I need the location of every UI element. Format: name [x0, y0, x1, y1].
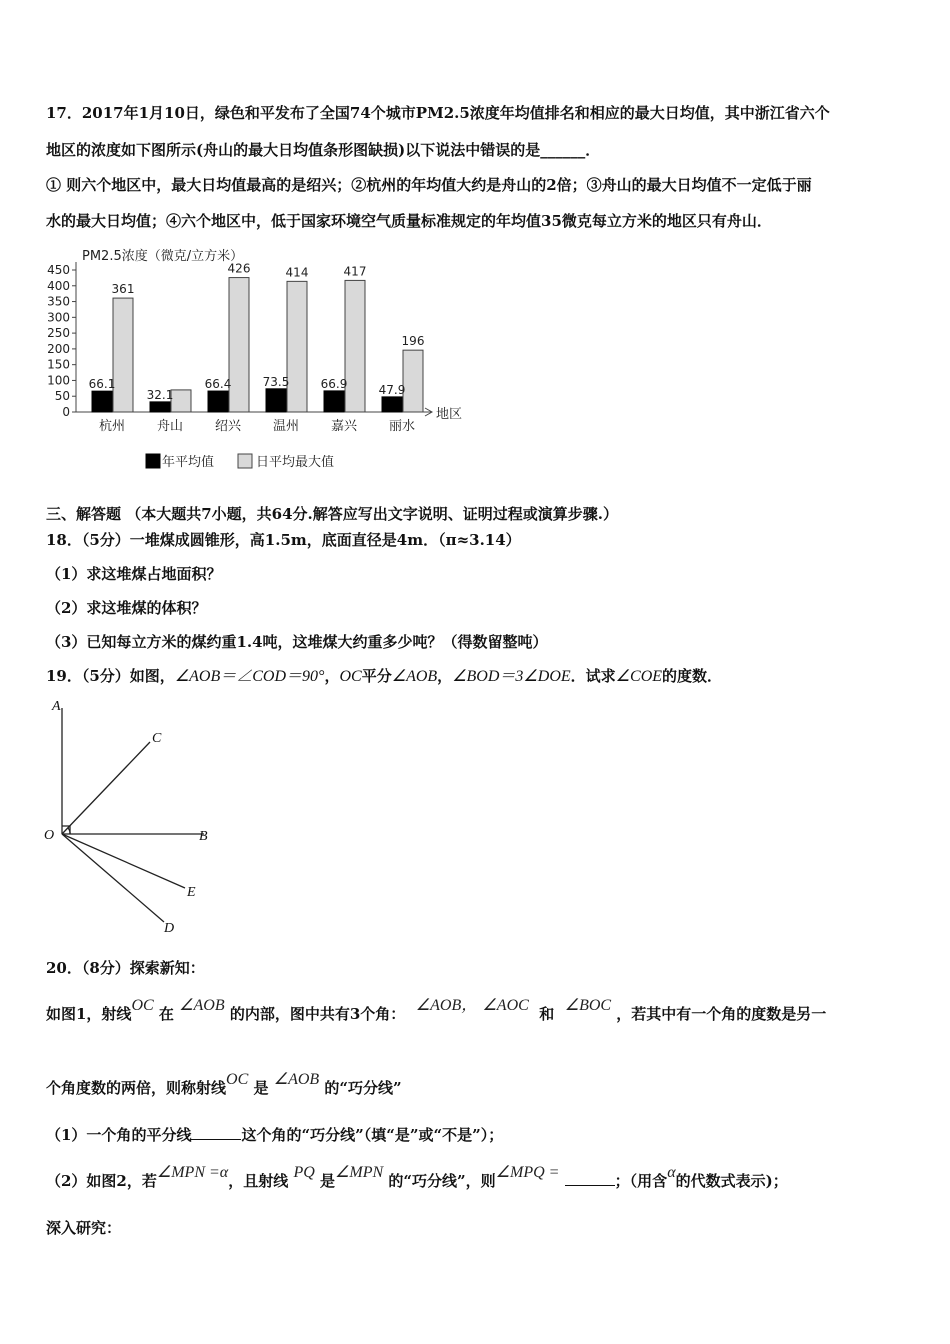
q20-l1-text-e: ，若其中有一个角的度数是另一 [616, 1005, 827, 1023]
bar-annual-温州 [266, 389, 286, 412]
q20-title: 20．（8分）探索新知： [46, 959, 205, 977]
q20-l2-aob: ∠AOB [273, 1071, 320, 1088]
q20-l1-text-b: 在 [158, 1005, 174, 1023]
q20-line-2 [46, 1071, 402, 1099]
label-c: C [152, 731, 162, 746]
category-label: 杭州 [98, 419, 126, 434]
q20-l1-aob: ∠AOB [179, 997, 225, 1014]
q20-part-1 [46, 1125, 503, 1145]
q20-p2-text-d: 的“巧分线”，则 [388, 1172, 496, 1190]
y-tick-label: 450 [47, 263, 70, 277]
y-tick-label: 50 [54, 389, 70, 404]
q20-l1-ang1: ∠AOB， [415, 997, 478, 1014]
q20-l2-oc: OC [226, 1071, 249, 1088]
category-label: 舟山 [156, 419, 184, 434]
bar-label-annual: 47.9 [378, 382, 406, 397]
bar-annual-绍兴 [208, 391, 228, 412]
bar-daily-max-丽水 [403, 350, 423, 412]
label-e: E [187, 885, 196, 900]
q20-part-2 [46, 1164, 788, 1192]
ray-od [62, 834, 164, 922]
bar-daily-max-舟山 [171, 390, 191, 412]
x-axis-label: 地区 [436, 407, 463, 422]
bar-label-annual: 66.1 [88, 377, 116, 392]
q19-text-i: ．试求 [570, 667, 616, 685]
q20-p2-text-a: （2）如图2，若 [46, 1172, 157, 1190]
q20-p2-mpn: ∠MPN [335, 1164, 384, 1181]
y-tick-label: 100 [47, 373, 70, 388]
bar-annual-丽水 [382, 397, 402, 412]
y-tick-label: 0 [62, 405, 70, 419]
bar-label-annual: 66.4 [204, 377, 232, 392]
q19-text-c: ， [324, 667, 340, 685]
q20-p2-text-f: 的代数式表示)； [675, 1172, 788, 1190]
category-label: 嘉兴 [330, 419, 358, 434]
bar-label-daily-max: 414 [285, 265, 309, 280]
q20-l1-ang3: ∠BOC [564, 997, 612, 1014]
y-tick-label: 350 [47, 294, 70, 309]
q20-l2-text-c: 的“巧分线” [324, 1079, 402, 1097]
category-label: 绍兴 [214, 419, 242, 434]
q20-l1-text-c: 的内部，图中共有3个角： [229, 1005, 406, 1023]
q18-part-2: （2）求这堆煤的体积？ [46, 599, 207, 617]
bar-label-daily-max: 196 [401, 334, 425, 349]
bar-label-daily-max: 426 [227, 261, 251, 276]
y-tick-label: 200 [47, 341, 70, 356]
q20-line-1 [46, 997, 827, 1025]
q19-math-oc: OC [339, 668, 362, 685]
legend-swatch-annual [146, 454, 160, 468]
bar-daily-max-嘉兴 [345, 280, 365, 412]
q20-l2-text-a: 个角度数的两倍，则称射线 [46, 1079, 227, 1097]
chart-title: PM2.5浓度（微克/立方米） [82, 249, 244, 264]
q17-line-1: 17．2017年1月10日，绿色和平发布了全国74个城市PM2.5浓度年均值排名和相应的最大日均值，其中浙江省六个 [46, 104, 830, 122]
q20-p2-alpha: α [667, 1164, 676, 1181]
q19-math-bod: ∠BOD＝3∠DOE [452, 668, 571, 685]
q20-p1-text-a: （1）一个角的平分线 [46, 1126, 192, 1144]
q19-text-a: 19．（5分）如图， [46, 667, 175, 685]
y-tick-label: 400 [47, 278, 70, 293]
q17-line-3: ① 则六个地区中，最大日均值最高的是绍兴；②杭州的年均值大约是舟山的2倍；③舟山的最大日均值不一定低于丽 [46, 176, 812, 194]
q20-p2-text-e: ；（用含 [614, 1172, 668, 1190]
category-label: 温州 [272, 419, 300, 434]
q20-p2-pq: PQ [293, 1164, 315, 1181]
pm25-bar-chart [40, 244, 480, 476]
y-tick-label: 300 [47, 310, 70, 325]
y-tick-label: 250 [47, 326, 70, 341]
label-o: O [44, 828, 55, 843]
bar-label-annual: 73.5 [262, 374, 290, 389]
q20-p2-mpq: ∠MPQ = [495, 1164, 560, 1181]
q19-text-g: ， [437, 667, 453, 685]
bar-label-daily-max: 417 [343, 264, 367, 279]
q19-math-aob: ∠AOB [391, 668, 438, 685]
q20-p2-mpn-alpha: ∠MPN =α [156, 1164, 229, 1181]
q20-l1-text-d: 和 [539, 1005, 555, 1023]
ray-oc [62, 742, 150, 834]
q20-l1-oc: OC [131, 997, 154, 1014]
q20-l1-text-a: 如图1，射线 [46, 1005, 132, 1023]
q20-l2-text-b: 是 [253, 1079, 269, 1097]
q18-part-1: （1）求这堆煤占地面积？ [46, 565, 222, 583]
q20-l1-ang2: ∠AOC [482, 997, 529, 1014]
bar-daily-max-杭州 [113, 298, 133, 412]
q17-line-4: 水的最大日均值；④六个地区中，低于国家环境空气质量标准规定的年均值35微克每立方米的地区只有舟山． [46, 212, 772, 230]
legend-swatch-daily-max [238, 454, 252, 468]
bar-label-annual: 66.9 [320, 376, 348, 391]
ray-oe [62, 834, 185, 888]
bar-daily-max-温州 [287, 281, 307, 412]
q20-p2-blank[interactable] [565, 1171, 615, 1186]
category-label: 丽水 [388, 419, 416, 434]
bar-daily-max-绍兴 [229, 278, 249, 412]
bar-label-annual: 32.1 [146, 387, 174, 402]
label-a: A [52, 699, 61, 714]
legend-label-annual: 年平均值 [162, 455, 215, 470]
label-d: D [164, 921, 175, 936]
y-tick-label: 150 [47, 357, 70, 372]
q20-p1-text-b: 这个角的“巧分线”（填“是”或“不是”）； [241, 1126, 504, 1144]
bar-annual-嘉兴 [324, 391, 344, 412]
q20-p1-blank[interactable] [191, 1125, 241, 1140]
bar-label-daily-max: 361 [111, 282, 135, 297]
q20-deep-study: 深入研究： [46, 1219, 122, 1237]
q17-line-2: 地区的浓度如下图所示(舟山的最大日均值条形图缺损)以下说法中错误的是______． [46, 141, 601, 159]
q19-math-coe: ∠COE [615, 668, 663, 685]
q19-text-e: 平分 [361, 667, 392, 685]
q19-math-aob-cod: ∠AOB＝∠COD＝90° [174, 668, 325, 685]
bar-annual-杭州 [92, 391, 112, 412]
q20-p2-text-c: 是 [320, 1172, 336, 1190]
label-b: B [199, 829, 208, 844]
q20-p2-text-b: ，且射线 [228, 1172, 289, 1190]
section-3-title: 三、解答题 （本大题共7小题，共64分.解答应写出文字说明、证明过程或演算步骤.） [46, 505, 618, 523]
legend-label-daily-max: 日平均最大值 [256, 455, 335, 470]
q19-text-k: 的度数． [662, 667, 723, 685]
q18-part-3: （3）已知每立方米的煤约重1.4吨，这堆煤大约重多少吨？（得数留整吨） [46, 633, 548, 651]
q19-stem [46, 666, 722, 687]
q19-angle-figure [40, 694, 230, 940]
bar-annual-舟山 [150, 402, 170, 412]
q18-stem: 18．（5分）一堆煤成圆锥形，高1.5m，底面直径是4m．（π≈3.14） [46, 531, 521, 549]
